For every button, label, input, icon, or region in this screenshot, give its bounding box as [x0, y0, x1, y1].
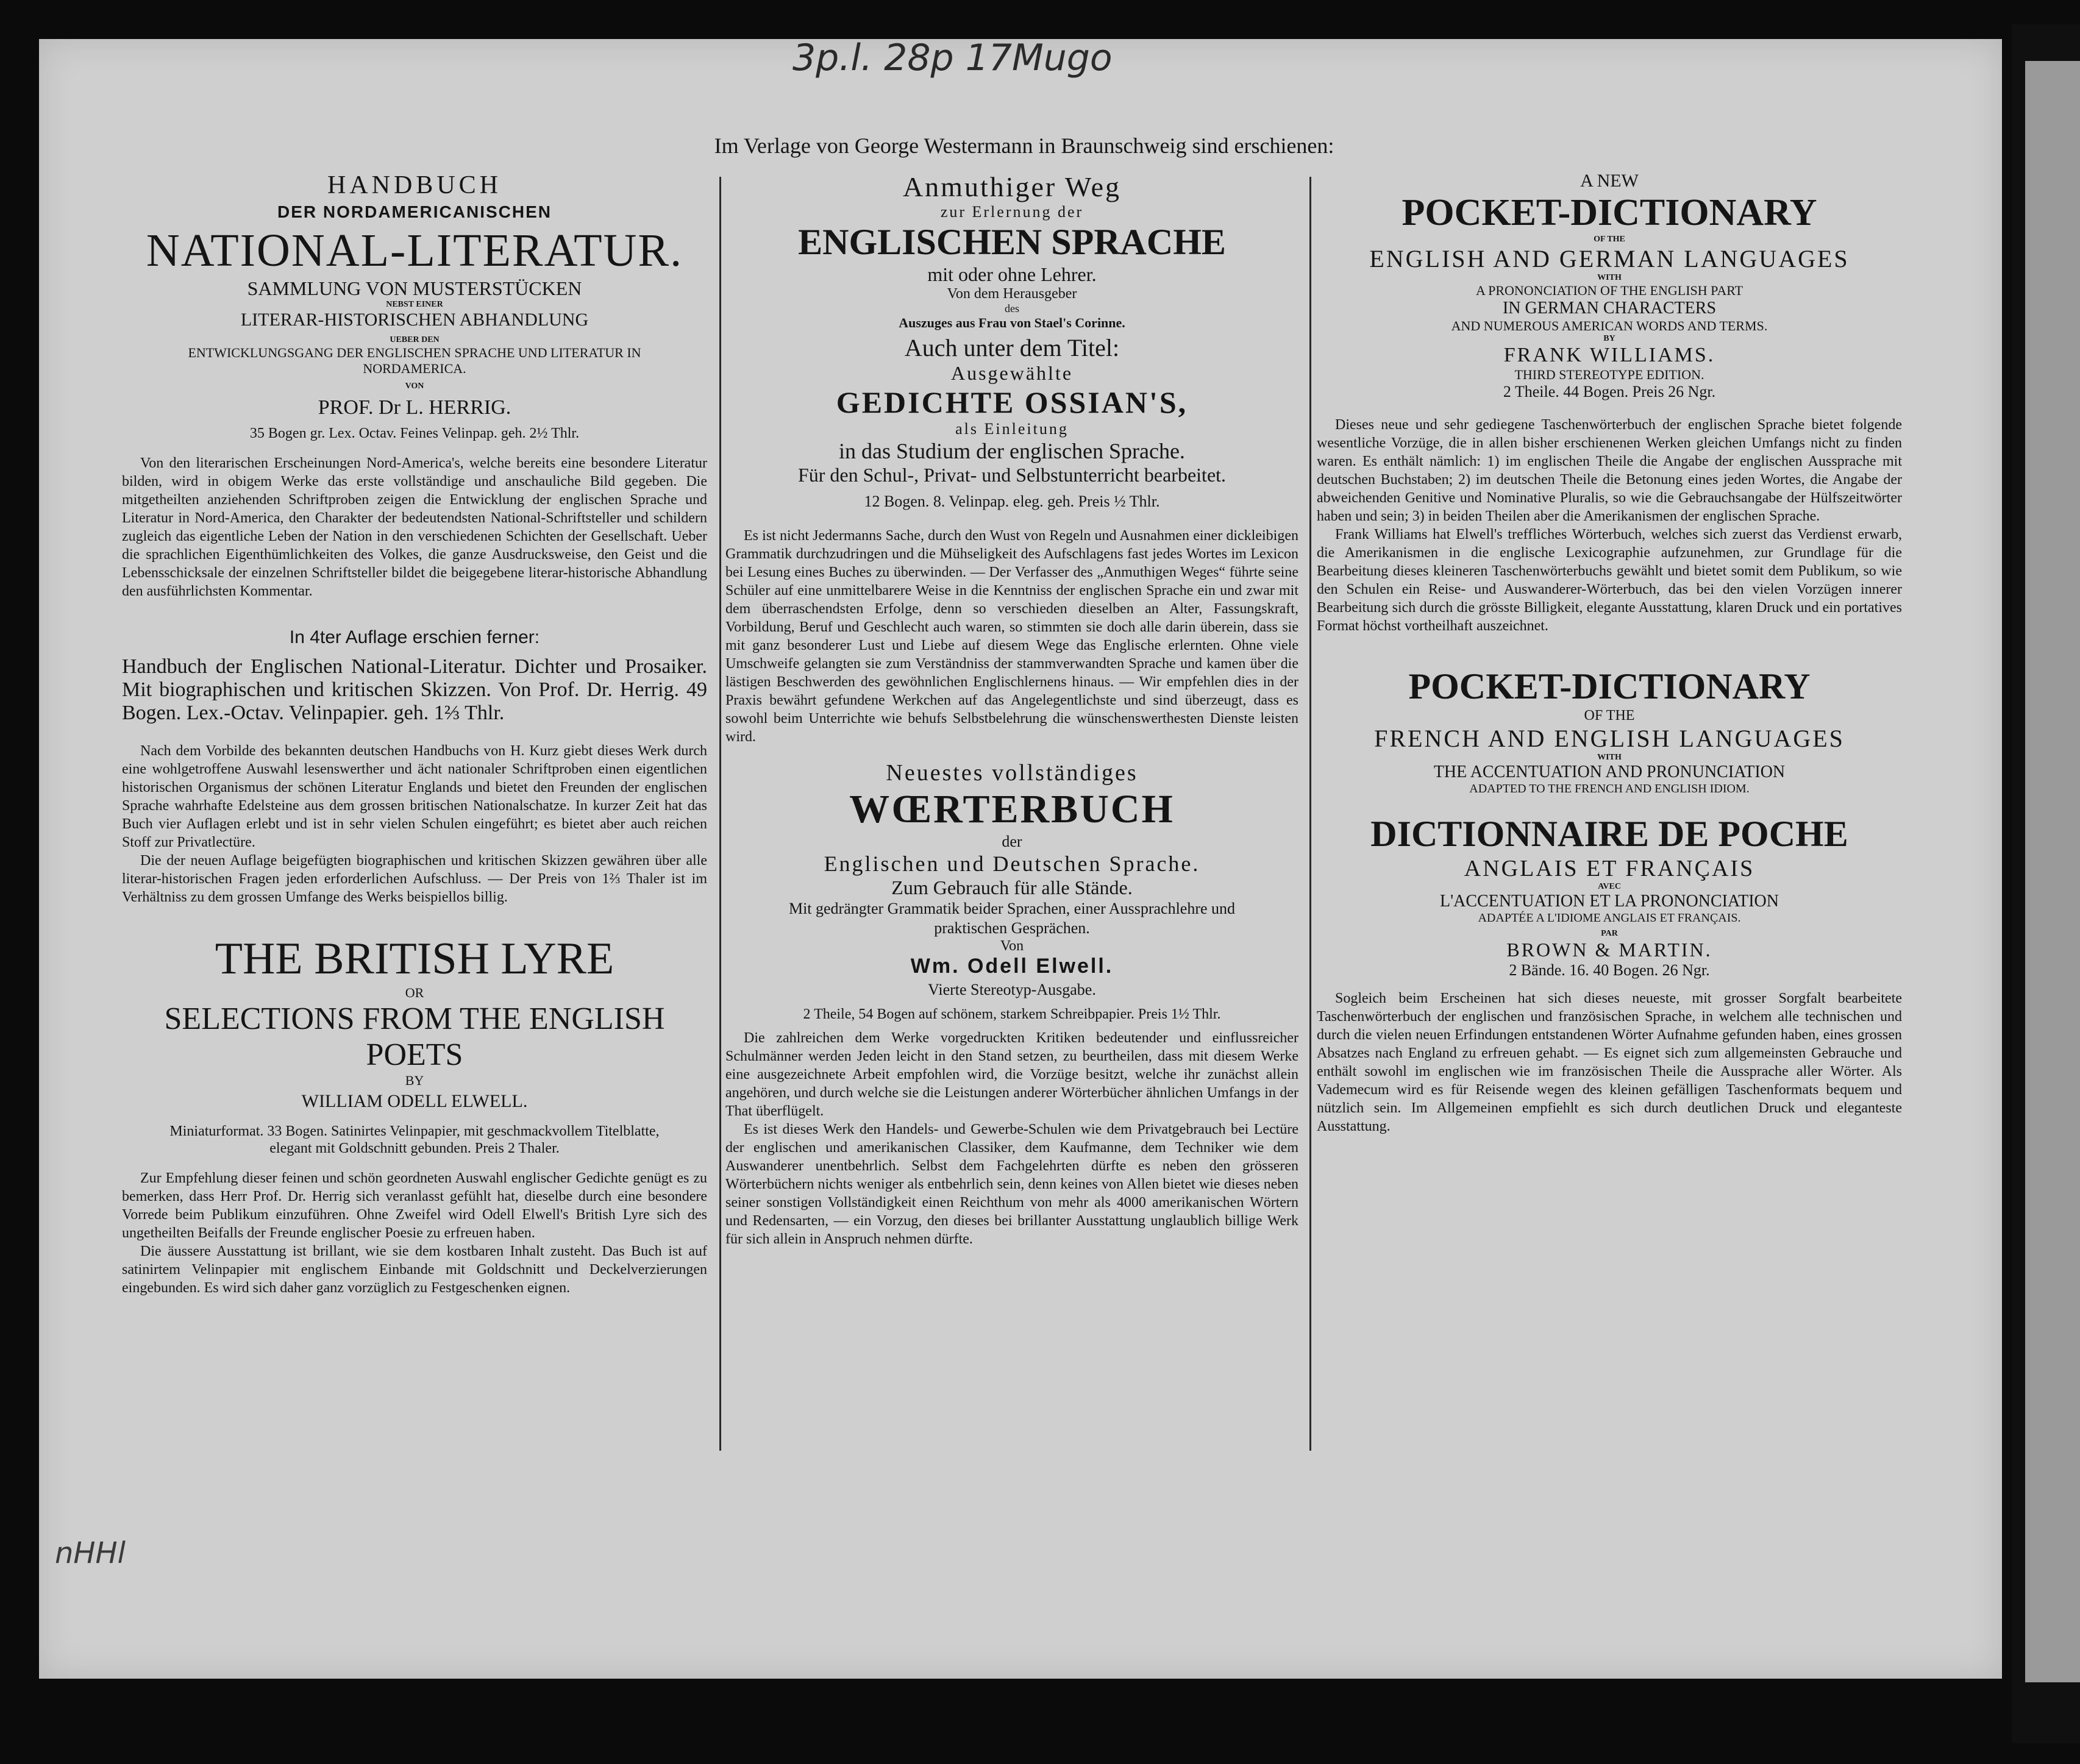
zur-erlernung: zur Erlernung der [940, 203, 1084, 221]
par-label: PAR [1601, 929, 1618, 938]
author-frank-williams: FRANK WILLIAMS. [1503, 344, 1715, 366]
adaptee-line: ADAPTÉE A L'IDIOME ANGLAIS ET FRANÇAIS. [1478, 911, 1741, 925]
vierte-ausgabe: Vierte Stereotyp-Ausgabe. [928, 981, 1096, 998]
pocket-dictionary-french-title: POCKET-DICTIONARY [1408, 666, 1811, 706]
pocket-dictionary-title: POCKET-DICTIONARY [1402, 192, 1817, 233]
der-nordamericanischen: DER NORDAMERICANISCHEN [277, 202, 552, 221]
anglais-et-francais: ANGLAIS ET FRANÇAIS [1464, 856, 1755, 881]
british-lyre-title: THE BRITISH LYRE [215, 934, 614, 984]
price-line: 2 Theile. 44 Bogen. Preis 26 Ngr. [1503, 383, 1716, 400]
englischen-und-deutschen: Englischen und Deutschen Sprache. [824, 852, 1200, 876]
mit-oder-ohne: mit oder ohne Lehrer. [927, 263, 1097, 285]
accentuation-line: THE ACCENTUATION AND PRONUNCIATION [1433, 763, 1786, 781]
adjacent-page-edge [2025, 61, 2080, 1682]
fuer-den-schul: Für den Schul-, Privat- und Selbstunterricht bearbeitet. [797, 464, 1227, 486]
or-label: OR [405, 985, 424, 1000]
paragraph: Dieses neue und sehr gediegene Taschenwörterbuch der englischen Sprache bietet folgende wesentliche Vorzüge, die in allen bisher erschienenen Werken gleichen Umfangs nicht zu finden waren. Es enthält nämlich: 1) im englischen Theile die Angabe der englischen Aussprache mit deutschen Buchstaben; 2) im deutschen Theile die Betonung eines jeden Wortes, die Angabe der abweichenden Genitive und Nominative Pluralis, so wie die Gebrauchsangabe der Hülfszeitwörter haben und sein; 3) in beiden Theilen aber die Amerikanismen der englischen Sprache. [1317, 417, 1902, 524]
selections-title: SELECTIONS FROM THE ENGLISH POETS [164, 1001, 665, 1072]
column-divider-right [1309, 177, 1311, 1451]
column-middle [725, 171, 1298, 1248]
pronunciation-line: A PRONONCIATION OF THE ENGLISH PART [1475, 283, 1743, 298]
paragraph: Die der neuen Auflage beigefügten biographischen und kritischen Skizzen gewähren über alle literar-historischen Fragen jeden erforderlichen Aufschluss. — Der Preis von 1⅔ Thaler ist im Verhältniss zu dem grossen Umfange des Werks beispiellos billig. [122, 853, 707, 905]
dictionnaire-de-poche-title: DICTIONNAIRE DE POCHE [1370, 814, 1848, 854]
paragraph: Die zahlreichen dem Werke vorgedruckten Kritiken bedeutender und einflussreicher Schulmänner werden Jeden leicht in den Stand setzen, zu beurtheilen, dass mit diesem Werke eine ausgezeichnete Arbeit empfohlen wird, die Vorzüge besitzt, welche ihr zunächst allein angehören, und durch welche sie die Leistungen anderer Wörterbücher ähnlichen Umfangs in der That überflügelt. [725, 1030, 1298, 1119]
accentuation-fr: L'ACCENTUATION ET LA PRONONCIATION [1440, 892, 1779, 911]
als-einleitung: als Einleitung [955, 420, 1069, 438]
american-words: AND NUMEROUS AMERICAN WORDS AND TERMS. [1451, 318, 1768, 333]
of-the: OF THE [1584, 708, 1635, 724]
ausgewaehlte: Ausgewählte [950, 362, 1074, 384]
adapted-line: ADAPTED TO THE FRENCH AND ENGLISH IDIOM. [1469, 782, 1750, 795]
miniaturformat: Miniaturformat. 33 Bogen. Satinirtes Velinpapier, mit geschmackvollem Titelblatte, elegant mit Goldschnitt gebunden. Preis 2 Thaler. [169, 1123, 660, 1156]
neuestes: Neuestes vollständiges [886, 760, 1138, 786]
auszuges: Auszuges aus Frau von Stael's Corinne. [899, 315, 1125, 330]
zum-gebrauch: Zum Gebrauch für alle Stände. [891, 877, 1133, 898]
english-and-german: ENGLISH AND GERMAN LANGUAGES [1369, 245, 1850, 272]
avec-label: AVEC [1598, 882, 1621, 891]
national-literatur-title: NATIONAL-LITERATUR. [146, 225, 683, 276]
author-elwell: WILLIAM ODELL ELWELL. [301, 1091, 528, 1111]
column-left [122, 171, 707, 1297]
pencil-annotation: 3p.l. 28p 17Mugo [792, 37, 1113, 79]
paragraph: Es ist nicht Jedermanns Sache, durch den Wust von Regeln und Ausnahmen einer dickleibigen Grammatik durchzudringen und die Mühseligkeit des Aufschlagens fast jedes Wortes im Lexicon bei Lesung eines Buches zu überwinden. — Der Verfasser des „Anmuthigen Weges“ führte seine Schüler auf eine unmittelbarere Weise in die Kenntniss der englischen Sprache ein und zwar mit dem überraschendsten Erfolge, denn so verschieden dieselben an Alter, Fassungskraft, Vorbildung, Beruf und Geschlecht auch waren, so stimmten sie doch alle darin überein, dass sie mit ganz besonderer Lust und Liebe auf diesem Wege das Englische erlernten. Ohne viele Umschweife gelangten sie zum Verständniss der stammverwandten Sprache und kamen über die lästigen Beschwerden des gewöhnlichen Englischlernens hinaus. — Wir empfehlen dies in der Praxis bewährt gefundene Werkchen auf das Angelegentlichste und sind überzeugt, dass es sowohl beim Unterrichte wie behufs Selbstbelehrung die wünschenswerthesten Dienste leisten wird. [725, 528, 1298, 745]
der-label: der [1002, 833, 1022, 850]
price-line: 35 Bogen gr. Lex. Octav. Feines Velinpap. geh. 2½ Thlr. [249, 425, 580, 441]
auflage-heading: In 4ter Auflage erschien ferner: [289, 627, 540, 647]
sammlung: SAMMLUNG VON MUSTERSTÜCKEN [247, 277, 582, 299]
woerterbuch-title: WŒRTERBUCH [849, 787, 1175, 831]
auch-unter: Auch unter dem Titel: [904, 334, 1120, 361]
by-label: BY [405, 1073, 424, 1088]
author-odell-elwell: Wm. Odell Elwell. [910, 955, 1114, 978]
publisher-header [689, 133, 1359, 158]
a-new: A NEW [1580, 171, 1639, 191]
column-divider-left [719, 177, 721, 1451]
paragraph: Nach dem Vorbilde des bekannten deutschen Handbuchs von H. Kurz giebt dieses Werk durch eine wohlgetroffene Auswahl lesenswerther und ächt nationaler Schriftproben einen eigentlichen historischen Organismus der schönen Literatur Englands und bietet den Freunden der englischen Sprache wahrhafte Edelsteine aus dem grossen britischen Nationalschatze. In kurzer Zeit hat das Buch vier Auflagen erlebt und ist in sehr vielen Schulen eingeführt; es bietet aber auch reichen Stoff zur Privatlectüre. [122, 743, 707, 850]
column-right [1317, 171, 1902, 1136]
third-edition: THIRD STEREOTYPE EDITION. [1514, 367, 1704, 382]
von-label: Von [1000, 938, 1024, 954]
englischen-sprache-title: ENGLISCHEN SPRACHE [798, 222, 1226, 262]
handbuch-title: HANDBUCH [327, 171, 502, 199]
paragraph: Zur Empfehlung dieser feinen und schön geordneten Auswahl englischer Gedichte genügt es zu bemerken, dass Herr Prof. Dr. Herrig sich veranlasst gefühlt hat, dieselbe durch eine besondere Vorrede beim Publikum einzuführen. Ohne Zweifel wird Odell Elwell's British Lyre sich des ungetheilten Beifalls der Freunde englischer Poesie zu erfreuen haben. [122, 1170, 707, 1241]
margin-annotation: nHHl [55, 1536, 126, 1570]
ueber-den: UEBER DEN [390, 335, 440, 344]
literar-historischen: LITERAR-HISTORISCHEN ABHANDLUNG [240, 310, 589, 330]
gedichte-ossians-title: GEDICHTE OSSIAN'S, [836, 385, 1188, 419]
von-dem-herausgeber: Von dem Herausgeber [947, 286, 1077, 302]
studium: in das Studium der englischen Sprache. [839, 439, 1185, 463]
paragraph: Von den literarischen Erscheinungen Nord-America's, welche bereits eine besondere Literatur bilden, wird in obigem Werke das erste vollständige und anschauliche Bild gegeben. Die mitgetheilten anziehenden Schriftproben zeigen die Entwicklung der englischen Sprache und Literatur in Nord-America, den Charakter der bedeutendsten National-Schriftsteller und schildern zugleich das eigentliche Leben der Nation in den verschiedenen Schichten der Gesellschaft. Ueber die sprachlichen Eigenthümlichkeiten des Volkes, die ganze Ausdrucksweise, den Geist und die Lebensschicksale der einzelnen Schriftsteller bildet die beigegebene literar-historische Abhandlung den ausführlichsten Kommentar. [122, 455, 707, 599]
with-label: WITH [1597, 273, 1622, 282]
author-herrig: PROF. Dr L. HERRIG. [318, 396, 511, 419]
paragraph: Frank Williams hat Elwell's treffliches Wörterbuch, welches sich zuerst das Verdienst erwarb, die Amerikanismen in die englische Lexicographie aufzunehmen, zur Grundlage für die Bearbeitung dieses kleineren Taschenwörterbuchs gewählt und bietet somit dem Publikum, so wie den Schulen ein Reise- und Auswanderer-Wörterbuch, das bei den vielen Vorzügen innerer Bearbeitung sich durch die grösste Billigkeit, elegante Ausstattung, klaren Druck und ein portatives Format höchst vortheilhaft auszeichnet. [1317, 527, 1902, 634]
with-label: WITH [1597, 753, 1622, 762]
anmuthiger-weg-title: Anmuthiger Weg [902, 171, 1122, 202]
price-line: 2 Theile, 54 Bogen auf schönem, starkem Schreibpapier. Preis 1½ Thlr. [803, 1006, 1221, 1022]
header-text: Im Verlage von George Westermann in Braunschweig sind erschienen: [714, 133, 1334, 158]
german-characters: IN GERMAN CHARACTERS [1502, 299, 1717, 318]
paragraph: Es ist dieses Werk den Handels- und Gewerbe-Schulen wie dem Privatgebrauch bei Lectüre der englischen und amerikanischen Classiker, dem Kaufmanne, dem Techniker wie dem Auswanderer unentbehrlich. Selbst dem Fachgelehrten dürfte es neben den grösseren Wörterbüchern nichts weniger als entbehrlich sein, denn keines von Allen bietet wie dieses neben seiner sonstigen Vollständigkeit einen Reichthum von mehr als 4000 amerikanischen Wörtern und Redensarten, — ein Vorzug, den dieses bei brillanter Ausstattung unglaublich billige Werk für sich allein in Anspruch nehmen dürfte. [725, 1122, 1298, 1247]
by-label: BY [1603, 334, 1615, 343]
price-line: 2 Bände. 16. 40 Bogen. 26 Ngr. [1509, 961, 1710, 979]
paragraph: Die äussere Ausstattung ist brillant, wie sie dem kostbaren Inhalt zusteht. Das Buch ist auf satinirtem Velinpapier mit englischem Einbande mit Goldschnitt und Deckelverzierungen eingebunden. Es wird sich daher ganz vorzüglich zu Festgeschenken eignen. [122, 1243, 707, 1296]
author-brown-martin: BROWN & MARTIN. [1506, 939, 1712, 961]
of-the: OF THE [1594, 235, 1625, 244]
mit-gedraengter: Mit gedrängter Grammatik beider Sprachen, einer Aussprachlehre und praktischen Gesprächen. [788, 900, 1236, 937]
von-label: VON [405, 382, 424, 391]
nebst-einer: NEBST EINER [386, 300, 443, 309]
paragraph: Sogleich beim Erscheinen hat sich dieses neueste, mit grosser Sorgfalt bearbeitete Taschenwörterbuch der englischen und französischen Sprache, in welchem alle technischen und durch die vielen neuen Erfindungen entstandenen Wörter Aufnahme gefunden haben, eines grossen Absatzes nach England zu erfreuen gehabt. — Es eignet sich zum allgemeinsten Gebrauche und enthält sowohl im englischen wie im französischen Theile die Aussprache aller Wörter. Als Vademecum wird es für Reisende wegen des kleinen gefälligen Taschenformats bequem und nützlich sein. Im Allgemeinen empfiehlt es sich durch deutlichen Druck und eleganteste Ausstattung. [1317, 990, 1902, 1134]
des-label: des [1005, 302, 1019, 315]
handbuch-englischen: Handbuch der Englischen National-Literatur. Dichter und Prosaiker. Mit biographischen und kritischen Skizzen. Von Prof. Dr. Herrig. 49 Bogen. Lex.-Octav. Velinpapier. geh. 1⅔ Thlr. [122, 655, 707, 724]
price-line: 12 Bogen. 8. Velinpap. eleg. geh. Preis ½ Thlr. [864, 493, 1160, 510]
entwicklungsgang: ENTWICKLUNGSGANG DER ENGLISCHEN SPRACHE UND LITERATUR IN NORDAMERICA. [188, 345, 641, 376]
french-and-english: FRENCH AND ENGLISH LANGUAGES [1374, 725, 1845, 752]
